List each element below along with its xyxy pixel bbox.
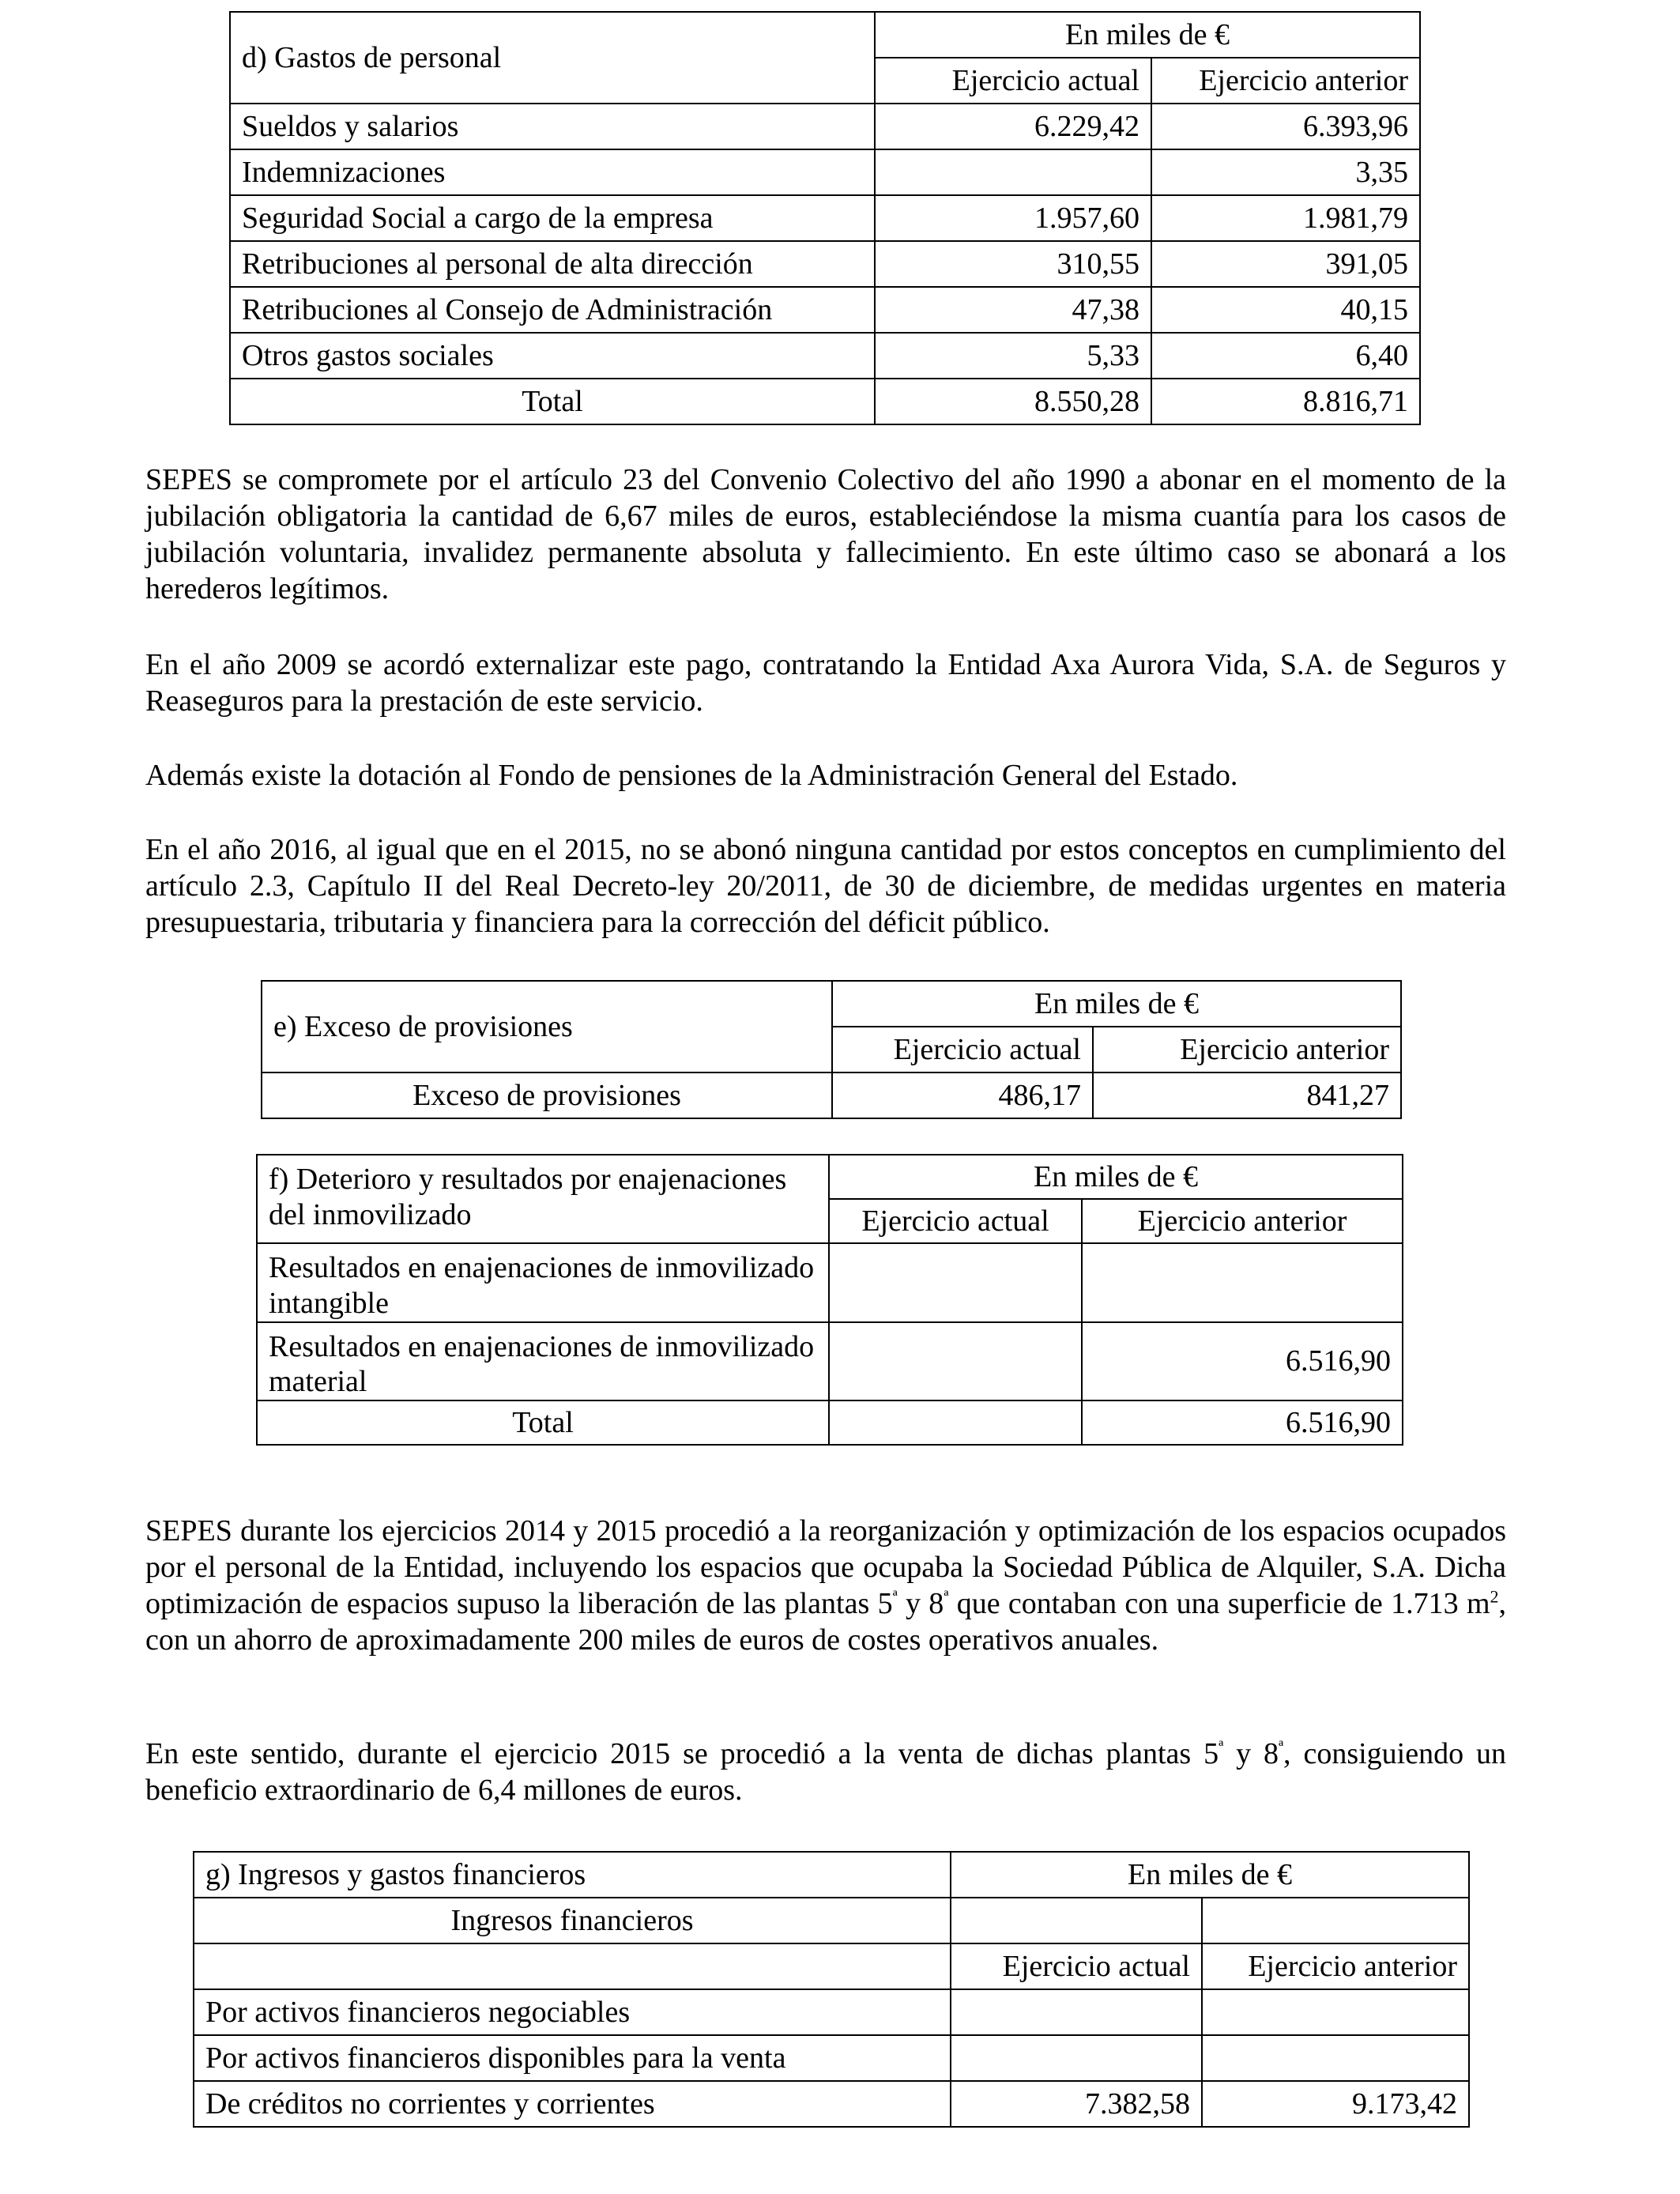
row-label: Exceso de provisiones [262,1072,832,1118]
paragraph-fondo-pensiones: Además existe la dotación al Fondo de pensiones de la Administración General del Estado. [145,759,1238,792]
text-segment: y 8 [897,1587,944,1620]
row-label: Seguridad Social a cargo de la empresa [230,195,875,241]
table-title: f) Deterioro y resultados por enajenaciones del inmovilizado [257,1155,829,1243]
total-actual [829,1400,1082,1445]
table-row [230,149,1420,195]
table-row [194,1989,1469,2035]
paragraph-venta [145,1736,1506,1808]
total-row [257,1400,1403,1445]
table-row [262,1072,1401,1118]
total-actual: 8.550,28 [875,379,1151,424]
value-anterior: 6,40 [1151,333,1420,379]
table-row [230,241,1420,287]
unit-header: En miles de € [829,1155,1403,1199]
row-label: Resultados en enajenaciones de inmovilizado intangible [257,1243,829,1322]
text-segment: En este sentido, durante el ejercicio 2015 se procedió a la venta de dichas plantas 5 [145,1737,1219,1770]
total-anterior: 6.516,90 [1082,1400,1403,1445]
table-title: d) Gastos de personal [230,12,875,104]
total-row [230,379,1420,424]
row-label: Sueldos y salarios [230,104,875,149]
text-segment: y 8 [1223,1737,1279,1770]
empty-cell [951,1898,1202,1943]
value-actual: 47,38 [875,287,1151,333]
col-header-actual: Ejercicio actual [951,1943,1202,1989]
value-actual: 5,33 [875,333,1151,379]
col-header-anterior: Ejercicio anterior [1151,58,1420,104]
table-gastos-personal [229,11,1421,425]
value-anterior [1082,1243,1403,1322]
empty-cell [1202,1898,1469,1943]
paragraph-reorganizacion [145,1513,1506,1658]
value-anterior: 6.393,96 [1151,104,1420,149]
table-row [230,287,1420,333]
value-anterior: 1.981,79 [1151,195,1420,241]
table-title: g) Ingresos y gastos financieros [194,1852,951,1898]
paragraph-2016: En el año 2016, al igual que en el 2015, no se abonó ninguna cantidad por estos conceptos en cumplimiento del artículo 2.3, Capítulo II del Real Decreto-ley 20/2011, de 30 de diciembre, de medidas urgentes en materia presupuestaria, tributaria y financiera para la corrección del déficit público. [145,833,1506,939]
value-anterior: 6.516,90 [1082,1322,1403,1401]
unit-header: En miles de € [875,12,1420,58]
value-anterior: 841,27 [1093,1072,1401,1118]
col-header-actual: Ejercicio actual [832,1027,1093,1072]
col-header-anterior: Ejercicio anterior [1093,1027,1401,1072]
row-label: Retribuciones al personal de alta dirección [230,241,875,287]
table-row [230,104,1420,149]
value-actual [951,1989,1202,2035]
total-label: Total [230,379,875,424]
total-anterior: 8.816,71 [1151,379,1420,424]
text-segment: , con un ahorro de aproximadamente 200 miles de euros de costes operativos anuales. [145,1587,1506,1657]
value-actual: 310,55 [875,241,1151,287]
superscript: ª [1219,1736,1224,1757]
unit-header: En miles de € [832,981,1401,1027]
row-label: Por activos financieros disponibles para la venta [194,2035,951,2081]
value-anterior: 9.173,42 [1202,2081,1469,2127]
text-segment: que contaban con una superficie de 1.713 m [948,1587,1490,1620]
total-label: Total [257,1400,829,1445]
table-deterioro [256,1154,1403,1446]
empty-cell [194,1943,951,1989]
superscript: ª [944,1586,949,1607]
table-ingresos-financieros [193,1851,1470,2128]
value-actual [829,1322,1082,1401]
col-header-anterior: Ejercicio anterior [1082,1199,1403,1243]
value-actual [951,2035,1202,2081]
col-header-actual: Ejercicio actual [875,58,1151,104]
value-actual: 7.382,58 [951,2081,1202,2127]
table-row [194,2081,1469,2127]
value-actual [875,149,1151,195]
row-label: Otros gastos sociales [230,333,875,379]
superscript: 2 [1490,1586,1499,1607]
table-title: e) Exceso de provisiones [262,981,832,1072]
value-anterior: 40,15 [1151,287,1420,333]
value-anterior: 3,35 [1151,149,1420,195]
unit-header: En miles de € [951,1852,1469,1898]
value-actual: 1.957,60 [875,195,1151,241]
table-row [257,1243,1403,1322]
table-row [257,1322,1403,1401]
row-label: Indemnizaciones [230,149,875,195]
row-label: Resultados en enajenaciones de inmovilizado material [257,1322,829,1401]
paragraph-convenio: SEPES se compromete por el artículo 23 del Convenio Colectivo del año 1990 a abonar en el momento de la jubilación obligatoria la cantidad de 6,67 miles de euros, estableciéndose la misma cuantía para los casos de jubilación voluntaria, invalidez permanente absoluta y fallecimiento. En este último caso se abonará a los herederos legítimos. [145,463,1506,605]
table-row [194,2035,1469,2081]
superscript: ª [1278,1736,1284,1757]
value-actual [829,1243,1082,1322]
paragraph-externalizar: En el año 2009 se acordó externalizar este pago, contratando la Entidad Axa Aurora Vida, S.A. de Seguros y Reaseguros para la prestación de este servicio. [145,648,1506,718]
value-anterior: 391,05 [1151,241,1420,287]
table-row [230,195,1420,241]
value-actual: 486,17 [832,1072,1093,1118]
row-label: Por activos financieros negociables [194,1989,951,2035]
subtitle: Ingresos financieros [194,1898,951,1943]
value-anterior [1202,2035,1469,2081]
text-segment: SEPES durante los ejercicios 2014 y 2015 procedió a la reorganización y optimización de los espacios ocupados por el personal de la Entidad, incluyendo los espacios que ocupaba la Sociedad Pública de Alquiler, S.A. Dicha optimización de espacios supuso la liberación de las plantas 5 [145,1514,1506,1620]
text-segment: , consiguiendo un beneficio extraordinario de 6,4 millones de euros. [145,1737,1506,1807]
table-exceso-provisiones [261,980,1402,1119]
col-header-actual: Ejercicio actual [829,1199,1082,1243]
value-anterior [1202,1989,1469,2035]
row-label: De créditos no corrientes y corrientes [194,2081,951,2127]
superscript: ª [892,1586,898,1607]
value-actual: 6.229,42 [875,104,1151,149]
row-label: Retribuciones al Consejo de Administración [230,287,875,333]
table-row [230,333,1420,379]
col-header-anterior: Ejercicio anterior [1202,1943,1469,1989]
